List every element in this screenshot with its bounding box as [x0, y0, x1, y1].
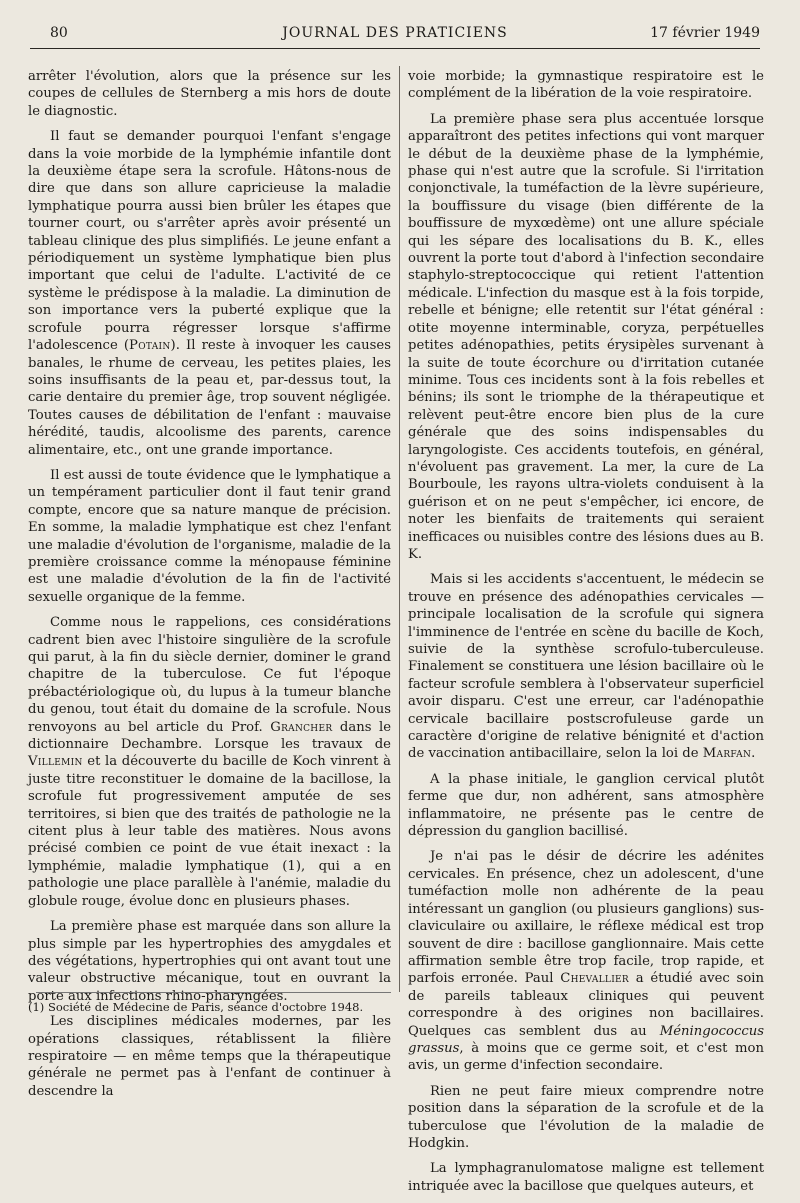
header-rule [30, 48, 760, 49]
organism-name: Méningococcus grassus [408, 1023, 764, 1056]
paragraph: La première phase est marquée dans son allure la plus simple par les hypertrophies des amygdales et des végétations, hypertrophies qui ont avant tout une valeur obstructive mécanique, tout en ouvrant la porte aux infections rhino-pharyngées. [28, 919, 391, 1004]
text-run: Il faut se demander pourquoi l'enfant s'engage dans la voie morbide de la lymphémie infantile dont la deuxième étape sera la scrofule. Hâtons-nous de dire que dans son allure capricieuse la maladie lymphatique pourra aussi bien brûler les étapes que tourner court, ou s'arrêter après avoir présenté un tableau clinique des plus simplifiés. Le jeune enfant a périodiquement un système lymphatique bien plus important que celui de l'adulte. L'activité de ce système le prédispose à la maladie. La diminution de son importance vers la puberté explique que la scrofule pourra régresser lorsque s'affirme l'adolescence ( [28, 129, 391, 354]
issue-date: 17 février 1949 [650, 25, 760, 41]
text-run: ). Il reste à invoquer les causes banales, le rhume de cerveau, les petites plaies, les soins insuffisants de la peau et, par-dessus tout, la carie dentaire du premier âge, trop souvent négligée. Toutes causes de débilitation de l'enfant : mauvaise hérédité, taudis, alcoolisme des parents, carence alimentaire, etc., ont une grande importance. [28, 338, 391, 458]
author-name-potain: Potain [129, 338, 171, 354]
paragraph: Il est aussi de toute évidence que le lymphatique a un tempérament particulier dont il faut tenir grand compte, encore que sa nature manque de précision. En somme, la maladie lymphatique est chez l'enfant une maladie d'évolution de l'organisme, maladie de la première croissance comme la ménopause féminine est une maladie d'évolution de la fin de l'activité sexuelle organique de la femme. [28, 467, 391, 605]
paragraph [408, 848, 764, 1074]
text-run: a étudié avec soin de pareils tableaux cliniques qui peuvent correspondre à des origines non bacillaires. Quelques cas semblent dus au [408, 971, 764, 1039]
text-run: Mais si les accidents s'accentuent, le médecin se trouve en présence des adénopathies cervicales — principale localisation de la scrofule qui signera l'imminence de l'entrée en scène du bacille de Koch, suivie de la synthèse scrofulo-tuberculeuse. Finalement se constituera une lésion bacillaire où le facteur scrofule semblera à l'observateur superficiel avoir disparu. C'est une erreur, car l'adénopathie cervicale bacillaire postscrofuleuse garde un caractère d'origine de relative bénignité et d'action de vaccination antibacillaire, selon la loi de [408, 572, 764, 762]
text-run: Comme nous le rappelions, ces considérations cadrent bien avec l'histoire singulière de la scrofule qui parut, à la fin du siècle dernier, dominer le grand chapitre de la tuberculose. Ce fut l'époque prébactériologique où, du lupus à la tumeur blanche du genou, tout était du domaine de la scrofule. Nous renvoyons au bel article du Prof. [28, 615, 391, 735]
footnote-rule [36, 992, 391, 993]
paragraph [28, 614, 391, 910]
paragraph: Rien ne peut faire mieux comprendre notre position dans la séparation de la scrofule et de la tuberculose que l'évolution de la maladie de Hodgkin. [408, 1083, 764, 1151]
paragraph: arrêter l'évolution, alors que la présence sur les coupes de cellules de Sternberg a mis hors de doute le diagnostic. [28, 69, 391, 119]
right-column [408, 68, 764, 1203]
paragraph: A la phase initiale, le ganglion cervical plutôt ferme que dur, non adhérent, sans atmosphère inflammatoire, ne présente pas le centre de dépression du ganglion bacillisé. [408, 771, 764, 840]
paragraph [408, 571, 764, 762]
text-run: . [751, 746, 756, 762]
author-name-villemin: Villemin [28, 754, 83, 770]
text-run: dans le dictionnaire Dechambre. Lorsque les travaux de [28, 719, 391, 753]
footnote: (1) Société de Médecine de Paris, séance d'octobre 1948. [28, 1000, 364, 1014]
left-column [28, 68, 391, 1108]
page-number: 80 [50, 25, 68, 41]
journal-title: JOURNAL DES PRATICIENS [282, 25, 508, 41]
text-run: et la découverte du bacille de Koch vinrent à juste titre reconstituer le domaine de la bacillose, la scrofule fut progressivement amputée de ses territoires, si bien que des traités de pathologie ne la citent plus à leur table des matières. Nous avons précisé combien ce point de vue était inexact : la lymphémie, maladie lymphatique (1), qui a en pathologie une place parallèle à l'anémie, maladie du globule rouge, évolue donc en plusieurs phases. [28, 754, 391, 909]
paragraph: Les disciplines médicales modernes, par les opérations classiques, rétablissent la filière respiratoire — en même temps que la thérapeutique générale ne permet pas à l'enfant de continuer à descendre la [28, 1014, 391, 1099]
author-name-marfan: Marfan [702, 746, 752, 762]
column-divider [399, 66, 400, 992]
paragraph [28, 128, 391, 459]
text-run: Je n'ai pas le désir de décrire les adénites cervicales. En présence, chez un adolescent, d'une tuméfaction molle non adhérente de la peau intéressant un ganglion (ou plusieurs ganglions) sus-claviculaire ou axillaire, le réflexe médical est trop souvent de dire : bacillose ganglionnaire. Mais cette affirmation semble être trop facile, trop rapide, et parfois erronée. Paul [408, 849, 764, 987]
paragraph: La lymphagranulomatose maligne est tellement intriquée avec la bacillose que quelques auteurs, et [408, 1161, 764, 1194]
paragraph: voie morbide; la gymnastique respiratoire est le complément de la libération de la voie respiratoire. [408, 69, 764, 102]
author-name-chevallier: Chevallier [560, 971, 630, 987]
author-name-grancher: Grancher [270, 719, 333, 735]
paragraph: La première phase sera plus accentuée lorsque apparaîtront des petites infections qui vont marquer le début de la deuxième phase de la lymphémie, phase qui n'est autre que la scrofule. Si l'irritation conjonctivale, la tuméfaction de la lèvre supérieure, la bouffissure du visage (bien différente de la bouffissure de myxœdème) ont une allure spéciale qui les sépare des localisations du B. K., elles ouvrent la porte tout d'abord à l'infection secondaire staphylo-streptococcique qui retient l'attention médicale. L'infection du masque est à la fois torpide, rebelle et bénigne; elle retentit sur l'état général : otite moyenne interminable, coryza, perpétuelles petites adénopathies, petits érysipèles survenant à la suite de toute écorchure ou d'irritation cutanée minime. Tous ces incidents sont à la fois rebelles et bénins; ils sont le triomphe de la thérapeutique et relèvent peut-être encore bien plus de la cure générale que des soins indispensables du laryngologiste. Ces accidents toutefois, en général, n'évoluent pas gravement. La mer, la cure de La Bourboule, les rayons ultra-violets conduisent à la guérison et on ne peut s'empêcher, ici encore, de noter les bienfaits de traitements qui seraient inefficaces ou nuisibles contre des lésions dues au B. K. [408, 111, 764, 562]
text-run: , à moins que ce germe soit, et c'est mon avis, un germe d'infection secondaire. [408, 1040, 764, 1074]
